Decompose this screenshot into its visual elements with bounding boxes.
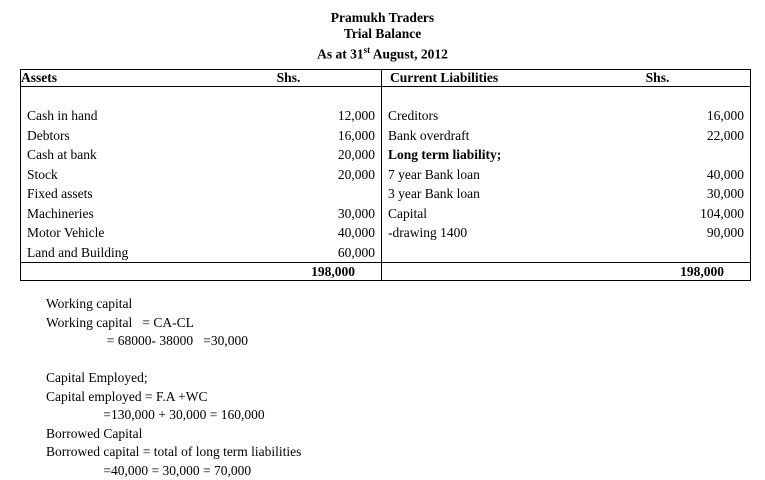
left-row-label: Stock [21,165,201,185]
right-row-label: -drawing 1400 [382,223,566,243]
right-row-label: Long term liability; [382,145,566,165]
left-row-amount: 60,000 [201,243,381,263]
assets-lines [21,87,381,263]
left-row-label: Cash in hand [21,106,201,126]
note-line: Working capital [0,295,765,314]
assets-spacer [21,87,381,107]
note-line: Capital employed = F.A +WC [0,388,765,407]
left-row-amount [201,184,381,204]
assets-lines-body [21,87,381,263]
right-row-amount: 104,000 [566,204,750,224]
table-row [21,145,381,165]
left-row-label: Motor Vehicle [21,223,201,243]
date-suffix: August, 2012 [370,47,448,62]
table-row [21,106,381,126]
liabilities-spacer [382,87,750,107]
table-header-row [21,69,751,86]
table-row [382,204,750,224]
table-row [382,223,750,243]
working-notes [0,295,765,480]
liabilities-spacer-cell [382,87,750,107]
left-row-label: Machineries [21,204,201,224]
right-row-amount: 40,000 [566,165,750,185]
note-line [0,351,765,370]
balance-sheet-wrapper [20,69,745,282]
table-row [21,165,381,185]
note-line: Borrowed capital = total of long term liabilities [0,443,765,462]
table-row [382,126,750,146]
assets-body [21,86,382,263]
table-row [21,223,381,243]
right-row-amount: 30,000 [566,184,750,204]
assets-spacer-cell [21,87,381,107]
statement-title: Trial Balance [0,26,765,42]
assets-header-label: Assets [21,69,197,86]
table-body-row [21,86,751,263]
left-row-amount: 16,000 [201,126,381,146]
right-row-label: 7 year Bank loan [382,165,566,185]
liabilities-lines [382,87,750,243]
date-prefix: As at 31 [317,47,364,62]
liabilities-header-label: Current Liabilities [382,69,566,86]
left-row-label: Cash at bank [21,145,201,165]
assets-total-label [21,263,197,281]
date-ordinal-suffix: st [364,45,371,55]
table-row [382,106,750,126]
right-row-amount [566,145,750,165]
table-row [21,126,381,146]
right-row-label: Creditors [382,106,566,126]
right-row-amount: 16,000 [566,106,750,126]
right-row-label: Bank overdraft [382,126,566,146]
left-row-amount: 12,000 [201,106,381,126]
liabilities-total-amount: 198,000 [565,263,751,281]
statement-date [0,42,765,63]
table-row [382,145,750,165]
balance-sheet-table [20,69,751,282]
note-line: =130,000 + 30,000 = 160,000 [0,406,765,425]
note-line: Borrowed Capital [0,425,765,444]
left-row-label: Fixed assets [21,184,201,204]
left-row-amount: 20,000 [201,145,381,165]
note-line: Capital Employed; [0,369,765,388]
liabilities-total-label [382,263,566,281]
assets-total-amount: 198,000 [196,263,382,281]
company-name: Pramukh Traders [0,10,765,26]
right-row-label: Capital [382,204,566,224]
left-row-label: Land and Building [21,243,201,263]
table-row [382,184,750,204]
note-line: =40,000 = 30,000 = 70,000 [0,462,765,480]
left-row-label: Debtors [21,126,201,146]
totals-row [21,263,751,281]
assets-header-amount: Shs. [196,69,382,86]
right-row-amount: 90,000 [566,223,750,243]
document-heading [0,0,765,63]
note-line: = 68000- 38000 =30,000 [0,332,765,351]
liabilities-body [382,86,751,263]
table-row [21,184,381,204]
right-row-amount: 22,000 [566,126,750,146]
table-row [21,204,381,224]
left-row-amount: 20,000 [201,165,381,185]
table-row [21,243,381,263]
note-line: Working capital = CA-CL [0,314,765,333]
right-row-label: 3 year Bank loan [382,184,566,204]
left-row-amount: 30,000 [201,204,381,224]
table-row [382,165,750,185]
left-row-amount: 40,000 [201,223,381,243]
liabilities-lines-body [382,87,750,243]
liabilities-header-amount: Shs. [565,69,751,86]
